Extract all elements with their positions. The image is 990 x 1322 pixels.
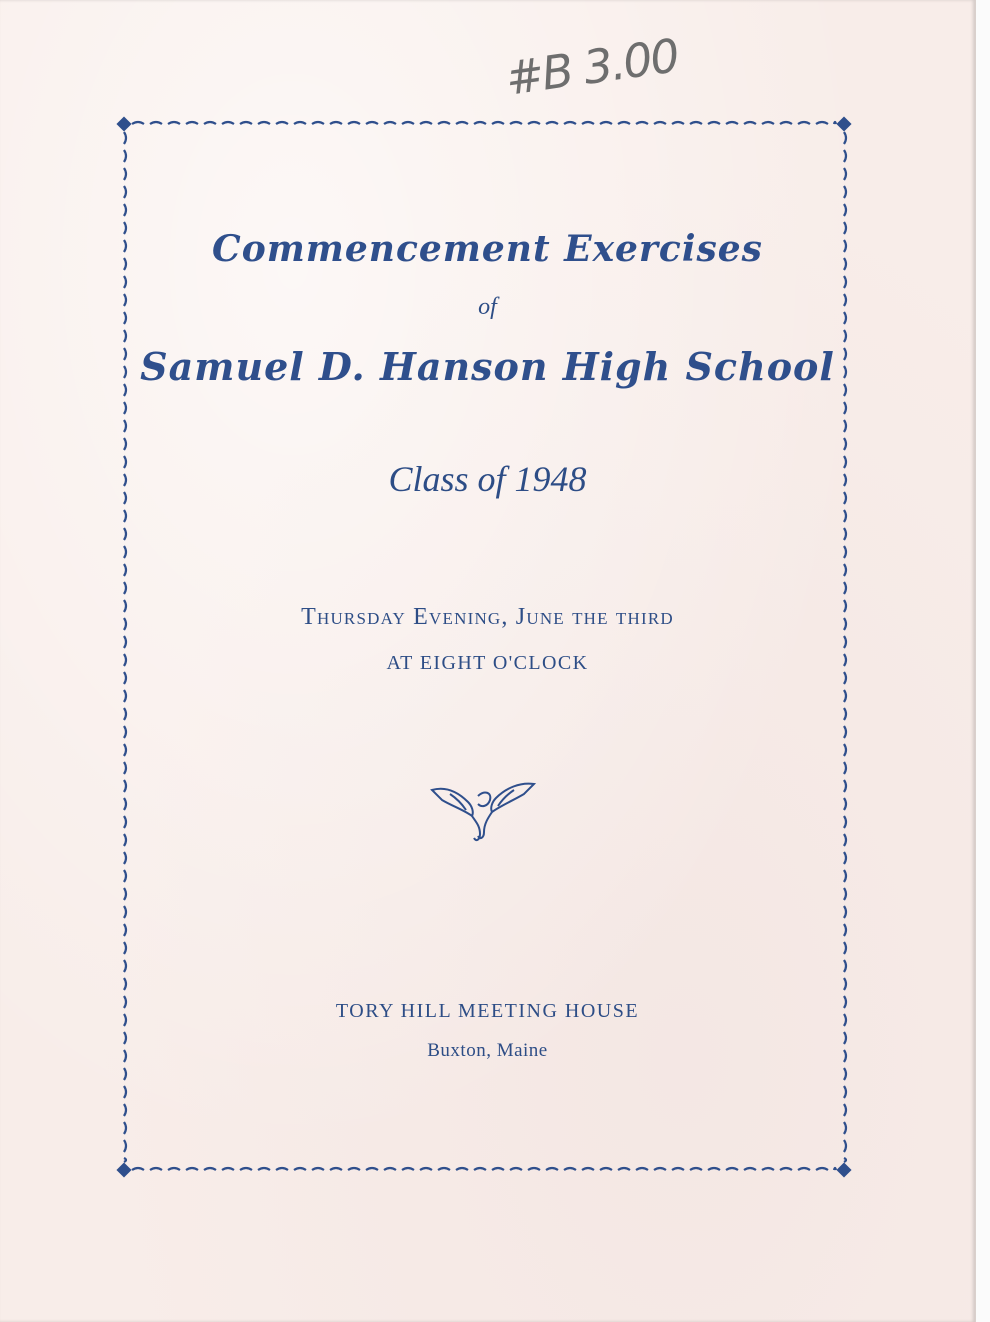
border-link xyxy=(186,1168,198,1170)
border-link xyxy=(124,546,126,558)
border-link xyxy=(420,1168,432,1170)
border-link xyxy=(124,888,126,900)
venue-town: Buxton, Maine xyxy=(427,1040,548,1061)
border-link xyxy=(844,420,846,432)
border-link xyxy=(124,744,126,756)
border-link xyxy=(492,122,504,124)
border-link xyxy=(600,122,612,124)
border-link xyxy=(844,906,846,918)
handwritten-price: #B 3.00 xyxy=(502,28,682,106)
border-link xyxy=(546,1168,558,1170)
border-link xyxy=(564,1168,576,1170)
border-link xyxy=(844,852,846,864)
border-link xyxy=(844,726,846,738)
border-link xyxy=(844,816,846,828)
border-link xyxy=(834,122,836,124)
border-link xyxy=(528,1168,540,1170)
border-link xyxy=(204,1168,216,1170)
border-link xyxy=(240,122,252,124)
border-link xyxy=(204,122,216,124)
border-link xyxy=(124,870,126,882)
paper-edge xyxy=(975,0,990,1322)
border-link xyxy=(762,1168,774,1170)
border-link xyxy=(124,636,126,648)
border-link xyxy=(708,1168,720,1170)
event-time: AT EIGHT O'CLOCK xyxy=(386,652,589,674)
border-link xyxy=(744,122,756,124)
border-link xyxy=(124,528,126,540)
border-link xyxy=(132,122,144,124)
border-link xyxy=(124,1158,126,1162)
border-link xyxy=(762,122,774,124)
border-link xyxy=(330,122,342,124)
border-link xyxy=(276,1168,288,1170)
border-link xyxy=(124,978,126,990)
border-link xyxy=(124,1086,126,1098)
class-year: Class of 1948 xyxy=(388,459,587,499)
border-link xyxy=(510,122,522,124)
border-link xyxy=(150,1168,162,1170)
border-link xyxy=(844,168,846,180)
border-link xyxy=(690,1168,702,1170)
border-link xyxy=(124,564,126,576)
border-link xyxy=(844,528,846,540)
border-link xyxy=(222,122,234,124)
border-link xyxy=(844,564,846,576)
border-link xyxy=(844,510,846,522)
border-link xyxy=(186,122,198,124)
border-link xyxy=(844,276,846,288)
border-link xyxy=(330,1168,342,1170)
border-link xyxy=(844,150,846,162)
border-link xyxy=(124,510,126,522)
border-link xyxy=(844,186,846,198)
border-link xyxy=(124,330,126,342)
border-link xyxy=(844,888,846,900)
border-link xyxy=(844,798,846,810)
border-link xyxy=(780,1168,792,1170)
border-link xyxy=(124,582,126,594)
border-link xyxy=(844,690,846,702)
border-link xyxy=(672,122,684,124)
border-link xyxy=(124,942,126,954)
border-link xyxy=(124,960,126,972)
border-link xyxy=(124,132,126,144)
border-link xyxy=(844,1122,846,1134)
border-link xyxy=(366,1168,378,1170)
border-corner-icon xyxy=(838,118,850,130)
border-link xyxy=(474,122,486,124)
border-link xyxy=(124,690,126,702)
border-link xyxy=(124,1104,126,1116)
school-name: Samuel D. Hanson High School xyxy=(140,344,835,389)
border-link xyxy=(844,960,846,972)
border-link xyxy=(844,402,846,414)
border-corner-icon xyxy=(118,118,130,130)
border-link xyxy=(744,1168,756,1170)
border-link xyxy=(124,204,126,216)
border-link xyxy=(124,1140,126,1152)
acanthus-leaf-ornament-icon xyxy=(428,776,538,846)
border-link xyxy=(492,1168,504,1170)
border-link xyxy=(420,122,432,124)
border-link xyxy=(844,582,846,594)
border-link xyxy=(124,420,126,432)
border-link xyxy=(600,1168,612,1170)
border-link xyxy=(844,780,846,792)
border-link xyxy=(124,726,126,738)
title-of: of xyxy=(478,294,497,320)
border-link xyxy=(294,122,306,124)
border-link xyxy=(294,1168,306,1170)
border-link xyxy=(844,636,846,648)
border-link xyxy=(456,122,468,124)
border-link xyxy=(124,276,126,288)
border-link xyxy=(798,122,810,124)
border-link xyxy=(124,186,126,198)
border-link xyxy=(312,1168,324,1170)
border-link xyxy=(124,906,126,918)
border-link xyxy=(402,122,414,124)
border-link xyxy=(672,1168,684,1170)
border-link xyxy=(582,1168,594,1170)
border-link xyxy=(258,1168,270,1170)
border-link xyxy=(124,852,126,864)
border-link xyxy=(124,402,126,414)
border-link xyxy=(844,942,846,954)
border-link xyxy=(124,1122,126,1134)
border-link xyxy=(726,1168,738,1170)
border-link xyxy=(844,1104,846,1116)
border-link xyxy=(726,122,738,124)
border-link xyxy=(618,1168,630,1170)
border-link xyxy=(124,762,126,774)
border-link xyxy=(168,1168,180,1170)
border-link xyxy=(528,122,540,124)
event-date: Thursday Evening, June the third xyxy=(301,604,674,630)
border-link xyxy=(564,122,576,124)
border-link xyxy=(124,924,126,936)
border-link xyxy=(240,1168,252,1170)
border-link xyxy=(844,744,846,756)
border-link xyxy=(844,708,846,720)
border-link xyxy=(636,1168,648,1170)
border-link xyxy=(222,1168,234,1170)
border-link xyxy=(124,1068,126,1080)
border-link xyxy=(312,122,324,124)
border-link xyxy=(844,1068,846,1080)
border-link xyxy=(124,834,126,846)
border-link xyxy=(844,204,846,216)
border-link xyxy=(258,122,270,124)
border-corner-icon xyxy=(118,1164,130,1176)
border-link xyxy=(844,870,846,882)
border-link xyxy=(844,978,846,990)
border-link xyxy=(618,122,630,124)
border-link xyxy=(780,122,792,124)
border-link xyxy=(844,1140,846,1152)
border-link xyxy=(798,1168,810,1170)
border-link xyxy=(844,330,846,342)
border-link xyxy=(546,122,558,124)
border-link xyxy=(844,546,846,558)
border-corner-icon xyxy=(838,1164,850,1176)
venue-name: TORY HILL MEETING HOUSE xyxy=(335,1000,640,1022)
border-link xyxy=(168,122,180,124)
border-link xyxy=(844,762,846,774)
border-link xyxy=(816,122,828,124)
border-link xyxy=(132,1168,144,1170)
border-link xyxy=(124,150,126,162)
border-link xyxy=(456,1168,468,1170)
border-link xyxy=(124,438,126,450)
border-link xyxy=(510,1168,522,1170)
border-link xyxy=(844,834,846,846)
border-link xyxy=(816,1168,828,1170)
border-link xyxy=(348,122,360,124)
border-link xyxy=(636,122,648,124)
border-link xyxy=(438,1168,450,1170)
border-link xyxy=(844,1158,846,1162)
border-link xyxy=(384,122,396,124)
border-link xyxy=(124,798,126,810)
border-link xyxy=(844,924,846,936)
border-link xyxy=(834,1168,836,1170)
border-link xyxy=(708,122,720,124)
border-link xyxy=(384,1168,396,1170)
border-link xyxy=(124,816,126,828)
border-link xyxy=(474,1168,486,1170)
border-link xyxy=(124,708,126,720)
border-link xyxy=(438,122,450,124)
title-commencement-exercises: Commencement Exercises xyxy=(212,228,763,270)
border-link xyxy=(276,122,288,124)
border-link xyxy=(844,132,846,144)
border-link xyxy=(124,780,126,792)
border-link xyxy=(844,438,846,450)
border-link xyxy=(654,122,666,124)
border-link xyxy=(402,1168,414,1170)
border-link xyxy=(844,1086,846,1098)
border-link xyxy=(654,1168,666,1170)
border-link xyxy=(124,168,126,180)
border-link xyxy=(690,122,702,124)
border-link xyxy=(582,122,594,124)
border-link xyxy=(348,1168,360,1170)
border-link xyxy=(366,122,378,124)
border-link xyxy=(150,122,162,124)
